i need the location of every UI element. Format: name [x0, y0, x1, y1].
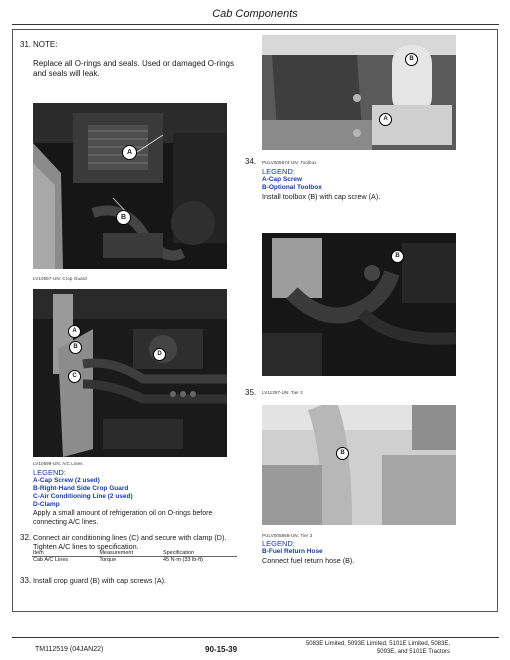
step-31-number: 31. [20, 40, 32, 49]
step-33-number: 33. [20, 576, 32, 585]
step-34-number: 34. [245, 157, 257, 166]
header-rule [12, 24, 499, 25]
ac-lines-photo [33, 289, 227, 457]
legend-item: D-Clamp [33, 501, 60, 508]
toolbox-photo [262, 35, 456, 150]
legend-item: A-Cap Screw (2 used) [33, 477, 100, 484]
document-id: TM112519 (04JAN22) [35, 646, 104, 653]
legend-item: A-Cap Screw [262, 176, 303, 183]
step-35-text: Connect fuel return hose (B). [262, 556, 355, 565]
callout-c-marker: C [68, 370, 81, 383]
step-32-number: 32. [20, 533, 32, 542]
torque-spec-table [32, 550, 237, 563]
step-35-number: 35. [245, 388, 257, 397]
callout-b-marker: B [116, 210, 131, 225]
table-header: Measurement [98, 550, 162, 557]
legend-item: B-Right-Hand Side Crop Guard [33, 485, 129, 492]
callout-b-marker: B [405, 53, 418, 66]
footer-rule [12, 637, 499, 638]
model-list-line: 5093E, and 5101E Tractors [376, 649, 450, 655]
callout-a-marker: A [122, 145, 137, 160]
callout-a-marker: A [68, 325, 81, 338]
crop-guard-photo [33, 103, 227, 269]
table-cell: Cab A/C Lines [33, 557, 69, 563]
callout-b-marker: B [69, 341, 82, 354]
page-number: 90-15-39 [205, 645, 238, 654]
model-list-line: 5083E Limited, 5093E Limited, 5101E Limited, 5083E, [305, 641, 450, 647]
refrigeration-oil-note: Apply a small amount of refrigeration oil on O-rings before connecting A/C lines. [33, 510, 213, 526]
callout-b-marker: B [391, 250, 404, 263]
tier2-photo [262, 233, 456, 376]
note-body: Replace all O-rings and seals. Used or damaged O-rings and seals will leak. [33, 59, 234, 78]
callout-a-marker: A [379, 113, 392, 126]
legend-heading: LEGEND: [262, 167, 295, 176]
legend-item: B-Optional Toolbox [262, 184, 322, 191]
callout-d-marker: D [153, 348, 166, 361]
step-34-text: Install toolbox (B) with cap screw (A). [262, 192, 381, 201]
table-row [32, 557, 237, 564]
step-32-text: Connect air conditioning lines (C) and secure with clamp (D). Tighten A/C lines to specification. [33, 533, 227, 551]
tier3-caption: PULV005868-UN: Tier 3 [262, 533, 313, 538]
note-heading: NOTE: [33, 40, 58, 49]
table-header: Specification [162, 550, 237, 557]
model-list [280, 640, 450, 656]
callout-b-marker: B [336, 447, 349, 460]
legend-heading: LEGEND: [262, 539, 295, 548]
tier3-photo [262, 405, 456, 525]
legend-item: C-Air Conditioning Line (2 used) [33, 493, 133, 500]
page-title: Cab Components [212, 8, 298, 20]
crop-guard-caption: LV10597-UN: Crop Guard [33, 276, 87, 281]
table-header: Item [32, 550, 98, 557]
step-33-text: Install crop guard (B) with cap screws (A). [33, 576, 167, 585]
ac-lines-caption: LV10599-UN: A/C Lines [33, 461, 83, 466]
tier2-caption: LV11397-UN: Tier 2 [262, 390, 303, 395]
table-cell: Torque [99, 557, 117, 563]
legend-item: B-Fuel Return Hose [262, 548, 323, 555]
table-cell: 45 N·m (33 lb-ft) [162, 557, 203, 563]
legend-heading: LEGEND: [33, 468, 66, 477]
toolbox-caption: PULV005874-UN: Toolbox [262, 160, 317, 165]
